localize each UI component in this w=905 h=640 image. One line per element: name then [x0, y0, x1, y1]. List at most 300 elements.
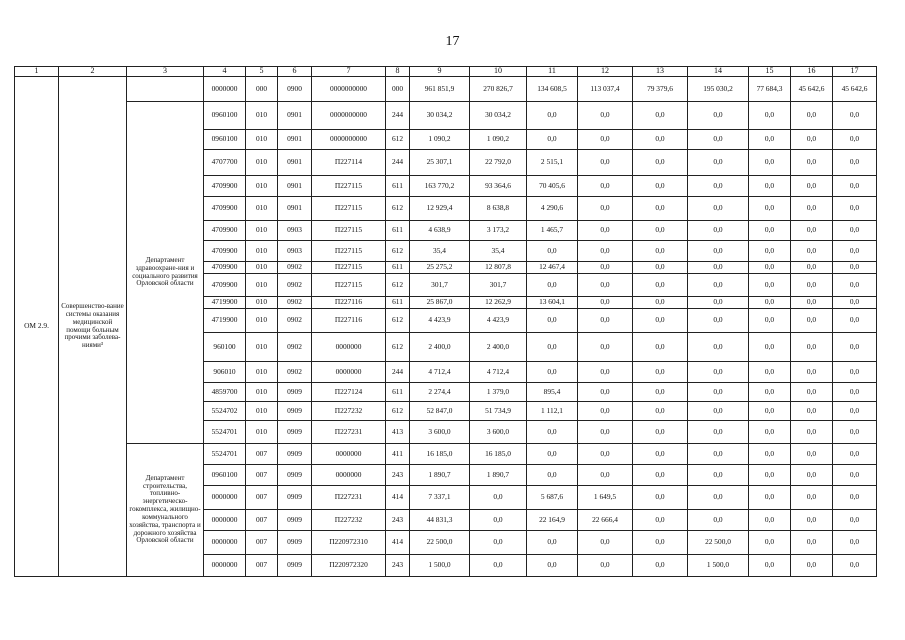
table-cell: 0,0 — [749, 555, 791, 577]
table-cell: 2 400,0 — [470, 333, 527, 362]
table-cell: 0960100 — [204, 102, 246, 130]
table-cell: 0,0 — [527, 274, 578, 297]
table-cell: 0,0 — [527, 333, 578, 362]
table-cell: 0,0 — [578, 362, 633, 383]
table-cell: 0901 — [278, 176, 312, 197]
table-cell: 0,0 — [578, 150, 633, 176]
table-cell: 1 090,2 — [410, 130, 470, 150]
table-cell: 2 400,0 — [410, 333, 470, 362]
table-cell: 0,0 — [578, 274, 633, 297]
table-cell: 4709900 — [204, 176, 246, 197]
table-cell: 52 847,0 — [410, 402, 470, 421]
table-cell: 0,0 — [791, 402, 833, 421]
table-cell: 0000000 — [312, 362, 386, 383]
table-cell: 0000000000 — [312, 77, 386, 102]
table-cell: 612 — [386, 130, 410, 150]
table-cell: 22 792,0 — [470, 150, 527, 176]
table-cell: 25 867,0 — [410, 297, 470, 309]
table-cell: 0,0 — [791, 465, 833, 486]
table-cell: 612 — [386, 309, 410, 333]
table-cell: 0,0 — [791, 510, 833, 531]
table-cell: 0,0 — [688, 274, 749, 297]
table-cell: 0,0 — [791, 383, 833, 402]
table-cell: 895,4 — [527, 383, 578, 402]
table-cell: П227124 — [312, 383, 386, 402]
table-cell: 010 — [246, 130, 278, 150]
table-cell: 1 379,0 — [470, 383, 527, 402]
table-cell: 0909 — [278, 465, 312, 486]
table-cell: 0,0 — [833, 241, 877, 262]
table-cell: 0,0 — [527, 421, 578, 444]
table-cell: 0,0 — [791, 274, 833, 297]
table-cell: 007 — [246, 444, 278, 465]
table-cell: 12 807,8 — [470, 262, 527, 274]
table-cell: 0,0 — [791, 150, 833, 176]
table-cell: 0901 — [278, 130, 312, 150]
table-cell: 0,0 — [527, 555, 578, 577]
table-cell: 30 034,2 — [410, 102, 470, 130]
table-cell: 4 290,6 — [527, 197, 578, 221]
table-cell: 244 — [386, 102, 410, 130]
table-cell: 4859700 — [204, 383, 246, 402]
table-cell: 0960100 — [204, 465, 246, 486]
table-cell: 0,0 — [833, 297, 877, 309]
table-cell: 0,0 — [791, 130, 833, 150]
table-cell: 0,0 — [749, 510, 791, 531]
table-cell: 0,0 — [791, 297, 833, 309]
table-cell: 8 638,8 — [470, 197, 527, 221]
table-cell: П220972310 — [312, 531, 386, 555]
table-cell: 244 — [386, 150, 410, 176]
table-cell: 0,0 — [578, 221, 633, 241]
table-cell: 0,0 — [633, 555, 688, 577]
table-cell: 0,0 — [833, 221, 877, 241]
executor-name: Департамент строительства, топливно-энергетическо-гокомплекса, жилищно-коммунального хозяйства, транспорта и дорожного хозяйства Орловской области — [127, 444, 204, 577]
table-cell: П227114 — [312, 150, 386, 176]
table-cell: 5524701 — [204, 421, 246, 444]
table-cell: 0,0 — [633, 421, 688, 444]
table-cell: 0,0 — [470, 510, 527, 531]
table-cell: 0,0 — [749, 130, 791, 150]
table-cell: 2 274,4 — [410, 383, 470, 402]
table-cell: 010 — [246, 309, 278, 333]
table-cell: 0,0 — [527, 531, 578, 555]
table-cell: 0,0 — [527, 362, 578, 383]
table-cell: 010 — [246, 297, 278, 309]
column-header: 8 — [386, 67, 410, 77]
table-cell: 0,0 — [578, 297, 633, 309]
table-cell: 79 379,6 — [633, 77, 688, 102]
table-cell: 301,7 — [410, 274, 470, 297]
table-cell: 007 — [246, 510, 278, 531]
table-cell: П227231 — [312, 486, 386, 510]
table-cell: 45 642,6 — [791, 77, 833, 102]
table-cell: 0,0 — [578, 531, 633, 555]
table-cell: 0,0 — [833, 176, 877, 197]
table-cell: 22 666,4 — [578, 510, 633, 531]
table-cell: 000 — [246, 77, 278, 102]
table-cell: 0,0 — [578, 130, 633, 150]
table-cell: 0,0 — [749, 197, 791, 221]
table-cell: 0,0 — [833, 333, 877, 362]
table-cell: 45 642,6 — [833, 77, 877, 102]
table-cell: 0,0 — [791, 555, 833, 577]
table-cell: 243 — [386, 465, 410, 486]
table-cell: 5 687,6 — [527, 486, 578, 510]
table-cell: 0,0 — [633, 444, 688, 465]
table-cell: 4709900 — [204, 221, 246, 241]
table-cell: 010 — [246, 176, 278, 197]
table-cell: 0,0 — [833, 274, 877, 297]
table-cell: 25 275,2 — [410, 262, 470, 274]
table-cell: 70 405,6 — [527, 176, 578, 197]
table-cell: 0,0 — [527, 309, 578, 333]
table-cell: 007 — [246, 465, 278, 486]
table-cell: 0,0 — [578, 102, 633, 130]
table-cell: 0,0 — [688, 362, 749, 383]
page-number: 17 — [445, 34, 460, 49]
table-cell: 0,0 — [833, 421, 877, 444]
table-cell: 0000000 — [312, 465, 386, 486]
table-cell: 0,0 — [749, 531, 791, 555]
table-cell: 16 185,0 — [470, 444, 527, 465]
table-cell: 0,0 — [833, 444, 877, 465]
table-cell: 0901 — [278, 150, 312, 176]
table-cell: 0,0 — [749, 444, 791, 465]
table-cell: 0,0 — [833, 102, 877, 130]
table-cell: 0,0 — [833, 555, 877, 577]
table-cell: 010 — [246, 274, 278, 297]
table-cell: 010 — [246, 421, 278, 444]
table-cell: 22 500,0 — [688, 531, 749, 555]
table-cell: 0,0 — [633, 221, 688, 241]
table-cell: П227115 — [312, 274, 386, 297]
table-cell: 961 851,9 — [410, 77, 470, 102]
table-cell: 163 770,2 — [410, 176, 470, 197]
table-cell: 0901 — [278, 102, 312, 130]
table-cell: 611 — [386, 297, 410, 309]
table-cell: 0,0 — [833, 402, 877, 421]
table-cell: 0,0 — [749, 150, 791, 176]
column-header: 10 — [470, 67, 527, 77]
table-cell: 0902 — [278, 309, 312, 333]
table-cell: 0,0 — [749, 102, 791, 130]
table-cell: 113 037,4 — [578, 77, 633, 102]
table-cell: 0000000 — [204, 486, 246, 510]
table-cell: 010 — [246, 362, 278, 383]
column-header: 1 — [15, 67, 59, 77]
table-cell: 612 — [386, 402, 410, 421]
table-cell: 0,0 — [791, 176, 833, 197]
table-cell: 0,0 — [633, 274, 688, 297]
column-header: 14 — [688, 67, 749, 77]
table-cell: 611 — [386, 262, 410, 274]
table-cell: 0000000 — [204, 77, 246, 102]
table-cell: 16 185,0 — [410, 444, 470, 465]
table-cell: П227116 — [312, 309, 386, 333]
table-cell: 0,0 — [578, 444, 633, 465]
table-cell: 2 515,1 — [527, 150, 578, 176]
table-cell: 4 712,4 — [410, 362, 470, 383]
table-cell: 0,0 — [633, 531, 688, 555]
table-cell: П227115 — [312, 197, 386, 221]
table-cell: 0,0 — [633, 362, 688, 383]
table-cell: 0900 — [278, 77, 312, 102]
table-cell: 0,0 — [633, 176, 688, 197]
table-cell: 4 712,4 — [470, 362, 527, 383]
table-cell: П227231 — [312, 421, 386, 444]
table-cell: 0,0 — [688, 197, 749, 221]
table-cell: 270 826,7 — [470, 77, 527, 102]
table-cell: 22 164,9 — [527, 510, 578, 531]
table-cell: 0,0 — [688, 262, 749, 274]
column-header: 9 — [410, 67, 470, 77]
table-cell: 0909 — [278, 383, 312, 402]
table-cell: 0,0 — [633, 465, 688, 486]
table-cell: 1 500,0 — [688, 555, 749, 577]
table-cell: 13 604,1 — [527, 297, 578, 309]
table-cell: 010 — [246, 333, 278, 362]
table-cell: 010 — [246, 383, 278, 402]
table-cell: 0,0 — [749, 465, 791, 486]
table-cell: 4719900 — [204, 297, 246, 309]
table-cell: 0,0 — [633, 486, 688, 510]
column-header: 16 — [791, 67, 833, 77]
table-cell: 0902 — [278, 274, 312, 297]
table-cell: 0,0 — [791, 444, 833, 465]
table-cell: 0909 — [278, 510, 312, 531]
table-cell: 0,0 — [633, 333, 688, 362]
table-cell: 0,0 — [688, 444, 749, 465]
table-cell: 0,0 — [749, 486, 791, 510]
table-cell: 0,0 — [791, 197, 833, 221]
table-cell: 12 929,4 — [410, 197, 470, 221]
table-cell: 960100 — [204, 333, 246, 362]
table-cell: 611 — [386, 176, 410, 197]
table-cell: 010 — [246, 241, 278, 262]
table-cell: 77 684,3 — [749, 77, 791, 102]
table-cell: 010 — [246, 197, 278, 221]
table-cell: 0901 — [278, 197, 312, 221]
table-cell: 0,0 — [791, 241, 833, 262]
table-cell: П227232 — [312, 402, 386, 421]
table-cell: 0,0 — [749, 176, 791, 197]
table-cell: 0,0 — [688, 383, 749, 402]
table-cell: 0,0 — [749, 297, 791, 309]
table-cell: 44 831,3 — [410, 510, 470, 531]
table-cell: 1 500,0 — [410, 555, 470, 577]
table-cell: 0,0 — [688, 150, 749, 176]
executor-cell — [127, 77, 204, 102]
table-cell: 414 — [386, 531, 410, 555]
table-cell: 411 — [386, 444, 410, 465]
table-cell: П220972320 — [312, 555, 386, 577]
table-cell: 4709900 — [204, 241, 246, 262]
table-cell: 12 262,9 — [470, 297, 527, 309]
table-cell: 0,0 — [688, 333, 749, 362]
budget-table — [14, 66, 877, 577]
table-cell: 12 467,4 — [527, 262, 578, 274]
table-cell: 612 — [386, 274, 410, 297]
table-cell: 4709900 — [204, 262, 246, 274]
table-cell: П227115 — [312, 241, 386, 262]
table-cell: 4719900 — [204, 309, 246, 333]
table-cell: 1 465,7 — [527, 221, 578, 241]
table-cell: 612 — [386, 333, 410, 362]
table-cell: 0,0 — [791, 262, 833, 274]
table-cell: 0,0 — [688, 241, 749, 262]
table-cell: 0909 — [278, 421, 312, 444]
table-cell: 0,0 — [578, 383, 633, 402]
table-cell: 0,0 — [470, 555, 527, 577]
table-cell: 3 600,0 — [470, 421, 527, 444]
table-cell: 0,0 — [833, 383, 877, 402]
table-cell: 0,0 — [470, 531, 527, 555]
column-header: 4 — [204, 67, 246, 77]
table-cell: 0,0 — [791, 362, 833, 383]
table-cell: 0,0 — [633, 197, 688, 221]
column-header: 17 — [833, 67, 877, 77]
table-cell: 0,0 — [527, 102, 578, 130]
table-cell: 0,0 — [833, 465, 877, 486]
table-cell: 0,0 — [578, 309, 633, 333]
table-cell: 0,0 — [833, 262, 877, 274]
table-cell: 0,0 — [633, 102, 688, 130]
table-cell: 0909 — [278, 444, 312, 465]
column-header: 5 — [246, 67, 278, 77]
table-cell: 4 423,9 — [410, 309, 470, 333]
table-cell: 007 — [246, 531, 278, 555]
column-header: 3 — [127, 67, 204, 77]
table-cell: 0903 — [278, 221, 312, 241]
table-cell: 0000000 — [204, 510, 246, 531]
table-cell: 0902 — [278, 333, 312, 362]
table-cell: 0,0 — [633, 297, 688, 309]
table-cell: П227115 — [312, 221, 386, 241]
table-cell: 4 638,9 — [410, 221, 470, 241]
table-cell: 0,0 — [527, 465, 578, 486]
table-cell: 243 — [386, 555, 410, 577]
table-cell: 0,0 — [578, 421, 633, 444]
table-cell: 0000000 — [204, 555, 246, 577]
table-cell: 0,0 — [578, 262, 633, 274]
column-header: 11 — [527, 67, 578, 77]
column-header: 6 — [278, 67, 312, 77]
table-row — [15, 444, 877, 465]
table-cell: 010 — [246, 102, 278, 130]
header-row — [15, 67, 877, 77]
table-cell: 35,4 — [410, 241, 470, 262]
table-cell: 0,0 — [527, 241, 578, 262]
table-cell: 0,0 — [578, 333, 633, 362]
table-cell: 35,4 — [470, 241, 527, 262]
table-cell: 0,0 — [688, 402, 749, 421]
table-cell: 4707700 — [204, 150, 246, 176]
table-cell: 93 364,6 — [470, 176, 527, 197]
table-cell: 1 649,5 — [578, 486, 633, 510]
table-cell: 243 — [386, 510, 410, 531]
table-cell: 0,0 — [688, 221, 749, 241]
table-cell: 0,0 — [688, 297, 749, 309]
table-cell: 4709900 — [204, 274, 246, 297]
table-cell: 0,0 — [633, 402, 688, 421]
table-cell: 0000000000 — [312, 130, 386, 150]
table-cell: 0,0 — [791, 309, 833, 333]
table-cell: 0909 — [278, 486, 312, 510]
table-cell: 007 — [246, 555, 278, 577]
table-cell: 0,0 — [749, 221, 791, 241]
table-cell: 0,0 — [633, 309, 688, 333]
table-cell: 0000000 — [312, 444, 386, 465]
table-cell: 0909 — [278, 531, 312, 555]
table-cell: 0,0 — [749, 333, 791, 362]
table-cell: 244 — [386, 362, 410, 383]
table-cell: 0,0 — [833, 510, 877, 531]
table-cell: 0000000 — [204, 531, 246, 555]
table-cell: 0,0 — [470, 486, 527, 510]
table-cell: 25 307,1 — [410, 150, 470, 176]
table-cell: 0,0 — [749, 262, 791, 274]
column-header: 12 — [578, 67, 633, 77]
table-cell: 0,0 — [688, 309, 749, 333]
table-cell: 0,0 — [833, 150, 877, 176]
table-cell: 612 — [386, 241, 410, 262]
table-cell: 007 — [246, 486, 278, 510]
column-header: 7 — [312, 67, 386, 77]
table-cell: 0,0 — [749, 402, 791, 421]
table-cell: 0,0 — [578, 402, 633, 421]
table-cell: 0,0 — [578, 555, 633, 577]
table-cell: 0909 — [278, 402, 312, 421]
table-cell: 0,0 — [633, 241, 688, 262]
table-cell: 30 034,2 — [470, 102, 527, 130]
table-cell: 612 — [386, 197, 410, 221]
table-cell: 0,0 — [578, 465, 633, 486]
table-cell: 0,0 — [633, 262, 688, 274]
table-row — [15, 77, 877, 102]
table-cell: 0,0 — [749, 309, 791, 333]
table-cell: 0902 — [278, 297, 312, 309]
table-cell: 0,0 — [749, 274, 791, 297]
table-cell: П227116 — [312, 297, 386, 309]
table-cell: 0960100 — [204, 130, 246, 150]
table-cell: 0,0 — [833, 531, 877, 555]
table-cell: 3 600,0 — [410, 421, 470, 444]
table-cell: 0902 — [278, 362, 312, 383]
table-cell: 134 608,5 — [527, 77, 578, 102]
table-cell: 414 — [386, 486, 410, 510]
table-cell: 1 112,1 — [527, 402, 578, 421]
table-cell: 0,0 — [833, 362, 877, 383]
measure-code: ОМ 2.9. — [15, 77, 59, 577]
table-cell: 0,0 — [578, 176, 633, 197]
table-cell: 4709900 — [204, 197, 246, 221]
table-cell: 1 090,2 — [470, 130, 527, 150]
table-cell: 0,0 — [791, 486, 833, 510]
table-cell: 0,0 — [688, 465, 749, 486]
table-cell: П227115 — [312, 262, 386, 274]
table-cell: 5524702 — [204, 402, 246, 421]
table-cell: 0,0 — [833, 309, 877, 333]
table-cell: 0,0 — [633, 383, 688, 402]
table-cell: 0903 — [278, 241, 312, 262]
table-cell: 010 — [246, 402, 278, 421]
table-cell: 0,0 — [688, 130, 749, 150]
measure-name: Совершенство-вание системы оказания медицинской помощи больным прочими заболева-ниями³ — [59, 77, 127, 577]
table-cell: 0000000000 — [312, 102, 386, 130]
table-cell: 0,0 — [791, 221, 833, 241]
column-header: 2 — [59, 67, 127, 77]
